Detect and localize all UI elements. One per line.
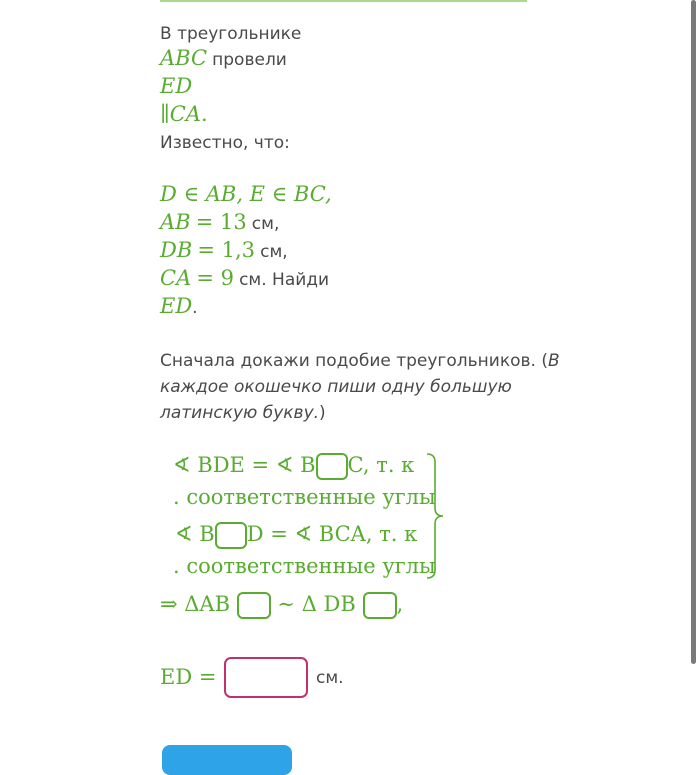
system-row-3 — [175, 522, 417, 549]
parallel-dot: . — [200, 102, 208, 126]
box-1[interactable] — [316, 453, 348, 480]
ca-unit: см. Найди — [239, 270, 330, 290]
box-2[interactable] — [215, 522, 247, 549]
system-row-2: . соответственные углы — [173, 485, 436, 509]
ab-value: = 13 — [195, 210, 247, 234]
triangle-name: ABC — [160, 46, 208, 70]
drawn-text: провели — [212, 50, 287, 70]
instruction-text — [160, 348, 560, 426]
instruction-italic-1: В — [547, 351, 560, 371]
instruction-italic-3: латинскую букву. — [160, 403, 320, 423]
conclusion-part-1: ⇒ ΔAB — [160, 592, 231, 616]
box-3[interactable] — [237, 592, 271, 619]
instruction-main: Сначала докажи подобие треугольников. ( — [160, 351, 548, 371]
condition-points: D ∈ AB, E ∈ BC, — [160, 182, 332, 206]
known-text: Известно, что: — [160, 133, 290, 153]
top-divider — [160, 0, 527, 2]
condition-ca — [160, 268, 329, 289]
row1-end: C, т. к — [347, 453, 415, 477]
db-value: = 1,3 — [197, 238, 256, 262]
ca-label: CA — [160, 266, 192, 290]
ca-value: = 9 — [196, 266, 234, 290]
scrollbar[interactable] — [691, 0, 696, 664]
conclusion-part-2: ∼ Δ DB — [277, 592, 356, 616]
instruction-italic-2: каждое окошечко пиши одну большую — [160, 377, 512, 397]
system-row-4: . соответственные углы — [173, 554, 436, 578]
row3-start: ∢ B — [175, 522, 215, 546]
condition-db — [160, 240, 288, 261]
intro-text: В треугольнике — [160, 24, 302, 44]
conclusion-line — [160, 592, 403, 619]
find-ed-dot: . — [192, 298, 198, 318]
conclusion-part-3: , — [396, 592, 404, 616]
row1-start: ∢ BDE = ∢ B — [173, 453, 316, 477]
parallel-line — [160, 104, 208, 125]
instruction-close: ) — [319, 403, 326, 423]
parallel-ca: ∥CA — [160, 102, 201, 126]
row3-end: D = ∢ BCA, т. к — [246, 522, 418, 546]
ab-label: AB — [160, 210, 191, 234]
answer-unit: см. — [316, 668, 344, 688]
db-label: DB — [160, 238, 193, 262]
find-ed-label: ED — [160, 294, 193, 318]
answer-label: ED = — [160, 665, 217, 689]
ab-unit: см, — [251, 214, 280, 234]
right-brace — [423, 452, 447, 580]
box-4[interactable] — [363, 592, 397, 619]
find-ed-line — [160, 296, 198, 317]
condition-ab — [160, 212, 279, 233]
db-unit: см, — [260, 242, 288, 262]
system-row-1 — [173, 453, 414, 480]
answer-input[interactable] — [224, 657, 308, 698]
triangle-line — [160, 48, 287, 69]
segment-ed: ED — [160, 74, 193, 98]
